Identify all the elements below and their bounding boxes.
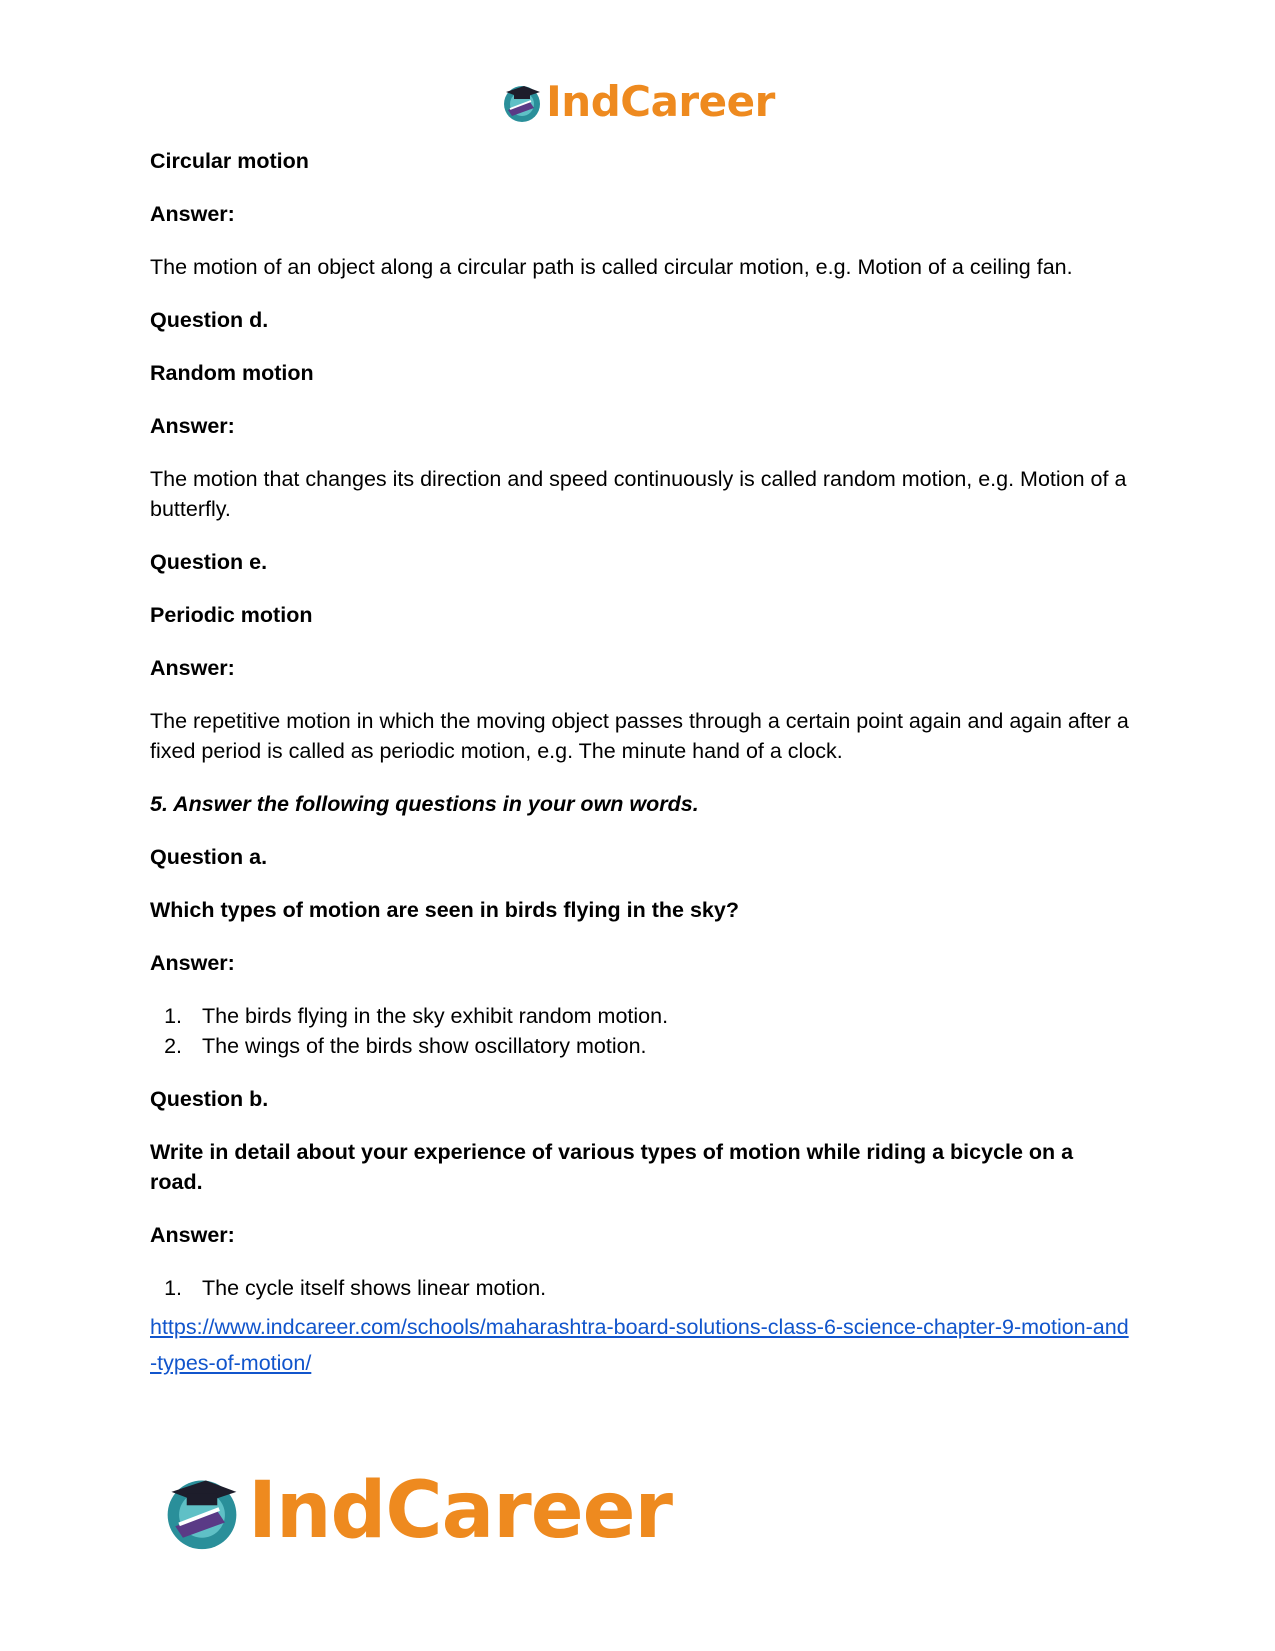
answer-label: Answer: bbox=[150, 1223, 235, 1247]
question-e-label: Question e. bbox=[150, 550, 268, 574]
random-motion-answer: The motion that changes its direction and speed continuously is called random motion, e.g. Motion of a butterfly. bbox=[150, 467, 1127, 521]
question-d-label: Question d. bbox=[150, 308, 269, 332]
header-logo bbox=[0, 78, 1275, 126]
footer-logo bbox=[160, 1468, 672, 1554]
answer-label: Answer: bbox=[150, 951, 235, 975]
section-5-heading: 5. Answer the following questions in your own words. bbox=[150, 792, 699, 816]
question-b-text: Write in detail about your experience of various types of motion while riding a bicycle on a road. bbox=[150, 1140, 1074, 1194]
random-motion-title: Random motion bbox=[150, 361, 314, 385]
logo-wordmark: IndCareer bbox=[546, 77, 775, 126]
list-item: 1. The birds flying in the sky exhibit random motion. bbox=[188, 1001, 1130, 1031]
periodic-motion-title: Periodic motion bbox=[150, 603, 313, 627]
document-body bbox=[150, 146, 1130, 1381]
answer-label: Answer: bbox=[150, 656, 235, 680]
question-a-label: Question a. bbox=[150, 845, 268, 869]
question-b-label: Question b. bbox=[150, 1087, 269, 1111]
answer-label: Answer: bbox=[150, 414, 235, 438]
circular-motion-answer: The motion of an object along a circular path is called circular motion, e.g. Motion of a ceiling fan. bbox=[150, 255, 1073, 279]
question-b-answer-list bbox=[150, 1273, 1130, 1303]
graduation-globe-icon bbox=[160, 1469, 244, 1553]
question-a-text: Which types of motion are seen in birds flying in the sky? bbox=[150, 898, 739, 922]
list-item: 1. The cycle itself shows linear motion. bbox=[188, 1273, 1130, 1303]
graduation-globe-icon bbox=[500, 80, 544, 124]
periodic-motion-answer: The repetitive motion in which the moving object passes through a certain point again and again after a fixed period is called as periodic motion, e.g. The minute hand of a clock. bbox=[150, 709, 1129, 763]
source-link[interactable]: https://www.indcareer.com/schools/maharashtra-board-solutions-class-6-science-chapter-9-motion-and-types-of-motion/ bbox=[150, 1315, 1129, 1375]
logo-wordmark: IndCareer bbox=[248, 1466, 672, 1556]
answer-label: Answer: bbox=[150, 202, 235, 226]
circular-motion-title: Circular motion bbox=[150, 149, 309, 173]
list-item: 2. The wings of the birds show oscillatory motion. bbox=[188, 1031, 1130, 1061]
question-a-answer-list bbox=[150, 1001, 1130, 1061]
